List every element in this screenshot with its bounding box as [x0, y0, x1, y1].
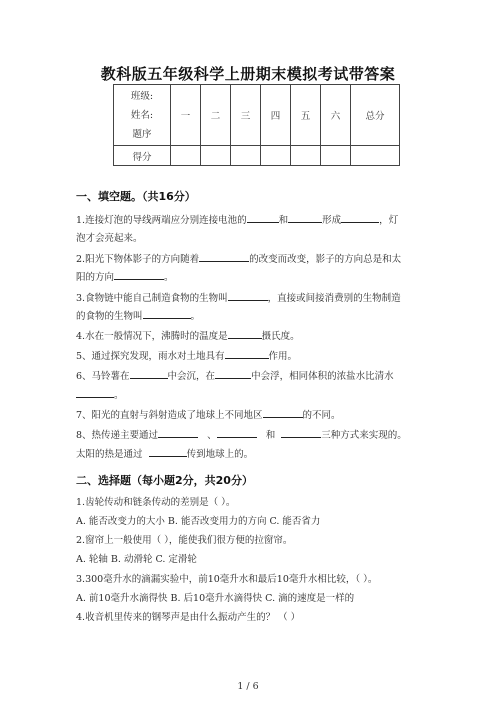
score-label: 得分	[114, 146, 171, 166]
answer-blank[interactable]	[228, 291, 268, 301]
q8-text-a: 8、热传递主要通过	[76, 430, 159, 441]
fill-question-6	[76, 369, 432, 383]
score-cell-1[interactable]	[171, 146, 201, 166]
section-2-heading: 二、选择题（每小题2分，共20分）	[76, 474, 253, 487]
column-6: 六	[321, 85, 351, 146]
fill-question-2-cont	[76, 270, 432, 284]
choice-question-3-options[interactable]: A. 前10毫升水滴得快 B. 后10毫升水滴得快 C. 滴的速度是一样的	[76, 593, 355, 604]
q8-text-c: 和	[265, 430, 276, 441]
choice-question-1-options[interactable]: A. 能否改变力的大小 B. 能否改变用力的方向 C. 能否省力	[76, 516, 321, 527]
answer-blank[interactable]	[225, 349, 269, 359]
class-name-order-cell	[114, 85, 171, 146]
q2-text-d: 。	[164, 272, 174, 283]
q8-text-e: 太阳的热是通过	[76, 449, 143, 460]
answer-blank[interactable]	[281, 428, 321, 438]
answer-blank[interactable]	[247, 213, 279, 223]
score-cell-6[interactable]	[321, 146, 351, 166]
fill-question-8	[76, 428, 432, 442]
column-5: 五	[291, 85, 321, 146]
q7-text-a: 7、阳光的直射与斜射造成了地球上不同地区	[76, 410, 263, 421]
q2-text-b: 的改变而改变，影子的方向总是和太	[249, 254, 402, 265]
score-table	[113, 84, 400, 166]
page-number: 1 / 6	[237, 681, 259, 692]
class-label: 班级:	[130, 90, 154, 102]
choice-question-4: 4.收音机里传来的钢琴声是由什么振动产生的？ （ ）	[76, 612, 301, 623]
q8-text-f: 传到地球上的。	[186, 449, 254, 460]
fill-question-3	[76, 291, 432, 305]
section-1-heading: 一、填空题。（共16分）	[76, 190, 196, 203]
choice-question-2: 2.窗帘上一般使用（ ），能使我们很方便的拉窗帘。	[76, 535, 293, 546]
answer-blank[interactable]	[341, 213, 379, 223]
column-2: 二	[201, 85, 231, 146]
q8-text-b: 、	[207, 430, 217, 441]
fill-question-1-cont: 泡才会亮起来。	[76, 233, 143, 244]
order-label: 题序	[132, 128, 152, 140]
q1-text-d: ，灯	[379, 215, 399, 226]
answer-blank[interactable]	[288, 213, 322, 223]
fill-question-8-cont	[76, 447, 432, 461]
q1-text-a: 1.连接灯泡的导线两端应分别连接电池的	[76, 215, 247, 226]
fill-question-5	[76, 349, 432, 363]
q6-text-a: 6、马铃薯在	[76, 371, 130, 382]
q5-text-b: 作用。	[268, 351, 298, 362]
q5-text-a: 5、通过探究发现，雨水对土地具有	[76, 351, 225, 362]
fill-question-1	[76, 213, 432, 227]
fill-question-6-cont	[76, 388, 432, 402]
exam-title: 教科版五年级科学上册期末模拟考试带答案	[100, 65, 396, 83]
answer-blank[interactable]	[149, 447, 187, 457]
q3-text-d: 。	[190, 311, 201, 322]
answer-blank[interactable]	[199, 252, 249, 262]
q1-text-c: 形成	[322, 215, 342, 226]
answer-blank[interactable]	[130, 369, 168, 379]
q3-text-b: ，直接或间接消费别的生物制造	[267, 293, 401, 304]
fill-question-3-cont	[76, 309, 432, 323]
answer-blank[interactable]	[158, 428, 198, 438]
q3-text-c: 的食物的生物叫	[76, 311, 143, 322]
choice-question-2-options[interactable]: A. 轮轴 B. 动滑轮 C. 定滑轮	[76, 554, 197, 565]
column-3: 三	[231, 85, 261, 146]
column-total: 总分	[351, 85, 400, 146]
q6-text-c: 中会浮，相同体积的浓盐水比清水	[251, 371, 394, 382]
q4-text-b: 摄氏度。	[261, 331, 300, 342]
q8-text-d: 三种方式来实现的。	[321, 430, 407, 441]
fill-question-7	[76, 408, 432, 422]
score-cell-4[interactable]	[261, 146, 291, 166]
score-cell-3[interactable]	[231, 146, 261, 166]
q2-text-c: 阳的方向	[76, 272, 115, 283]
answer-blank[interactable]	[263, 408, 303, 418]
score-cell-2[interactable]	[201, 146, 231, 166]
choice-question-3: 3.300毫升水的滴漏实验中，前10毫升水和最后10毫升水相比较，（ ）。	[76, 574, 378, 585]
column-1: 一	[171, 85, 201, 146]
choice-question-1: 1.齿轮传动和链条传动的差别是（ ）。	[76, 497, 236, 508]
answer-blank[interactable]	[228, 329, 262, 339]
fill-question-2	[76, 252, 432, 266]
q3-text-a: 3.食物链中能自己制造食物的生物叫	[76, 293, 228, 304]
score-cell-5[interactable]	[291, 146, 321, 166]
q6-text-b: 中会沉，在	[167, 371, 216, 382]
q4-text-a: 4.水在一般情况下，沸腾时的温度是	[76, 331, 228, 342]
answer-blank[interactable]	[215, 369, 251, 379]
q1-text-b: 和	[278, 215, 289, 226]
answer-blank[interactable]	[143, 309, 191, 319]
answer-blank[interactable]	[114, 270, 164, 280]
score-cell-total[interactable]	[351, 146, 400, 166]
q2-text-a: 2.阳光下物体影子的方向随着	[76, 254, 200, 265]
q6-text-d: 。	[114, 390, 124, 401]
name-label: 姓名:	[130, 109, 154, 121]
answer-blank[interactable]	[76, 388, 114, 398]
column-4: 四	[261, 85, 291, 146]
fill-question-4	[76, 329, 432, 343]
answer-blank[interactable]	[217, 428, 257, 438]
q7-text-b: 的不同。	[302, 410, 341, 421]
